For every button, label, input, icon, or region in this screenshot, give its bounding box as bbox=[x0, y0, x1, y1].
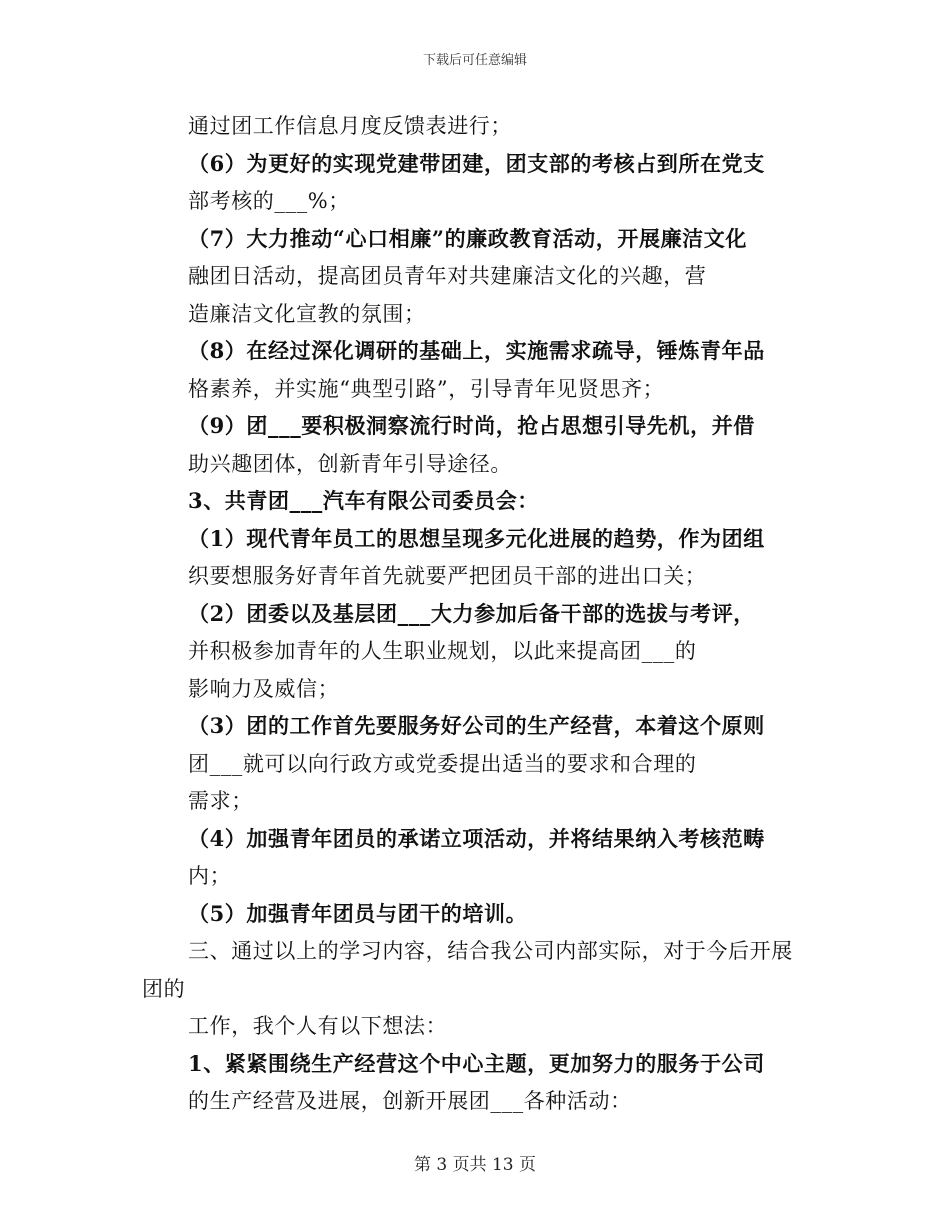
line-9: （9）团___要积极洞察流行时尚，抢占思想引导先机，并借 bbox=[188, 413, 755, 438]
line-26: 1、紧紧围绕生产经营这个中心主题，更加努力的服务于公司 bbox=[188, 1051, 765, 1076]
line-24: 团的 bbox=[142, 977, 186, 1001]
line-22: （5）加强青年团员与团干的培训。 bbox=[188, 901, 528, 926]
line-8: 格素养，并实施“典型引路”，引导青年见贤思齐； bbox=[188, 377, 665, 401]
line-10: 助兴趣团体，创新青年引导途径。 bbox=[188, 452, 512, 476]
line-3: 部考核的___%； bbox=[188, 189, 350, 213]
line-4: （7）大力推动“心口相廉”的廉政教育活动，开展廉洁文化 bbox=[188, 226, 747, 251]
line-14: （2）团委以及基层团___大力参加后备干部的选拔与考评， bbox=[188, 601, 755, 626]
line-6: 造廉洁文化宣教的氛围； bbox=[188, 302, 426, 326]
line-19: 需求； bbox=[188, 789, 253, 813]
line-2: （6）为更好的实现党建带团建，团支部的考核占到所在党支 bbox=[188, 151, 765, 176]
line-5: 融团日活动，提高团员青年对共建廉洁文化的兴趣，营 bbox=[188, 264, 707, 288]
line-20: （4）加强青年团员的承诺立项活动，并将结果纳入考核范畴 bbox=[188, 826, 765, 851]
line-13: 织要想服务好青年首先就要严把团员干部的进出口关； bbox=[188, 564, 707, 588]
line-25: 工作，我个人有以下想法： bbox=[188, 1014, 448, 1038]
line-21: 内； bbox=[188, 864, 232, 888]
page-header: 下载后可任意编辑 bbox=[422, 53, 527, 68]
line-7: （8）在经过深化调研的基础上，实施需求疏导，锤炼青年品 bbox=[188, 338, 765, 363]
page-footer: 第 3 页共 13 页 bbox=[413, 1155, 537, 1175]
line-11: 3、共青团___汽车有限公司委员会： bbox=[188, 488, 539, 513]
line-18: 团___就可以向行政方或党委提出适当的要求和合理的 bbox=[188, 752, 697, 776]
line-17: （3）团的工作首先要服务好公司的生产经营，本着这个原则 bbox=[188, 713, 765, 738]
line-1: 通过团工作信息月度反馈表进行； bbox=[188, 114, 512, 138]
line-15: 并积极参加青年的人生职业规划，以此来提高团___的 bbox=[188, 639, 697, 663]
line-12: （1）现代青年员工的思想呈现多元化进展的趋势，作为团组 bbox=[188, 526, 765, 551]
line-27: 的生产经营及进展，创新开展团___各种活动： bbox=[188, 1089, 632, 1113]
line-16: 影响力及威信； bbox=[188, 677, 340, 701]
line-23: 三、通过以上的学习内容，结合我公司内部实际，对于今后开展 bbox=[188, 939, 793, 963]
